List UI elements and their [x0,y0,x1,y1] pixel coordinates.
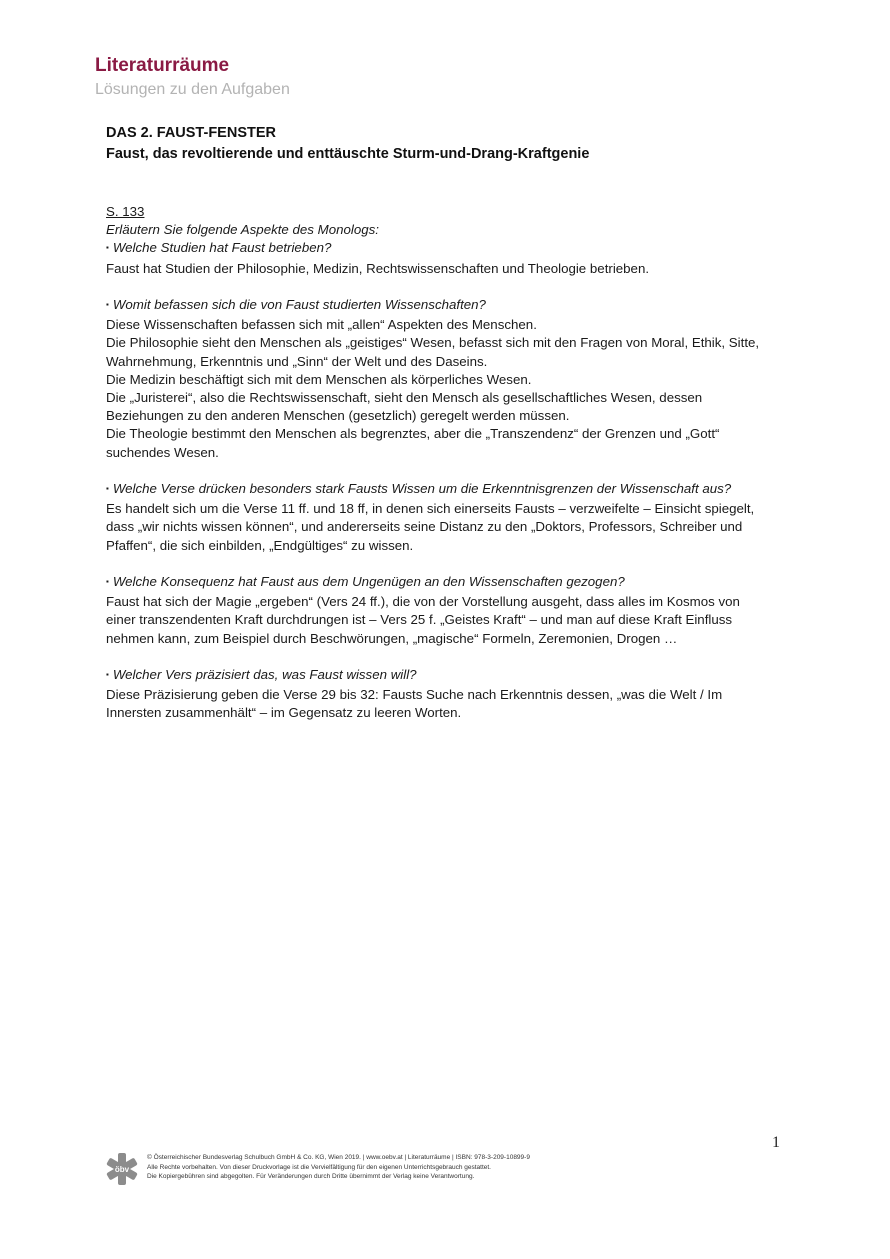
oebv-logo-icon [105,1152,139,1186]
brand-title: Literaturräume [95,55,230,76]
answer-line: Die Medizin beschäftigt sich mit dem Menschen als körperliches Wesen. [106,371,532,387]
answer-line: Faust hat Studien der Philosophie, Medizin, Rechtswissenschaften und Theologie betrieben. [106,260,650,276]
answer-line: Diese Wissenschaften befassen sich mit „allen“ Aspekten des Menschen. [106,317,537,333]
answer-line: Die „Juristerei“, also die Rechtswissenschaft, sieht den Mensch als gesellschaftliches Wesen, dessen [106,390,703,406]
document-body [106,203,796,723]
chapter-subtitle: Faust, das revoltierende und enttäuschte Sturm-und-Drang-Kraftgenie [106,146,590,162]
page-header [95,54,290,101]
answer-line: einer transzendenten Kraft durchdrungen ist – Vers 25 f. „Geistes Kraft“ – und man auf diese Kraft Einfluss [106,612,733,628]
bullet-icon: ▪ [106,577,109,587]
bullet-icon: ▪ [106,243,109,253]
footer-line: Die Kopiergebühren sind abgegolten. Für Veränderungen durch Dritte übernimmt der Verlag keine Verantwortung. [147,1173,475,1180]
section-spacer [106,462,796,480]
bullet-icon: ▪ [106,484,109,494]
answer-line: Diese Präzisierung geben die Verse 29 bis 32: Fausts Suche nach Erkenntnis dessen, „was die Welt / Im [106,687,723,703]
question-heading [106,239,796,259]
bullet-icon: ▪ [106,670,109,680]
question-heading [106,573,796,593]
answer-line: dass „wir nichts wissen können“, und andererseits seine Distanz zu den „Doktors, Professors, Schreiber und [106,519,743,535]
question-text: Welcher Vers präzisiert das, was Faust wissen will? [112,667,417,683]
question-text: Welche Konsequenz hat Faust aus dem Ungenügen an den Wissenschaften gezogen? [112,574,625,590]
answer-line: Pfaffen“, die sich einbilden, „Endgültiges“ zu wissen. [106,537,414,553]
task-instruction: Erläutern Sie folgende Aspekte des Monologs: [106,222,380,238]
copyright-notice [147,1152,530,1182]
answer-line: Innersten zusammenhält“ – im Gegensatz zu leeren Worten. [106,705,462,721]
answer-line: suchendes Wesen. [106,444,219,460]
logo-text: öbv [114,1165,130,1174]
qa-sections [106,239,796,722]
footer-line: © Österreichischer Bundesverlag Schulbuch GmbH & Co. KG, Wien 2019. | www.oebv.at | Literaturräume | ISBN: 978-3-209-10899-9 [147,1154,530,1161]
answer-line: Die Theologie bestimmt den Menschen als begrenztes, aber die „Transzendenz“ der Grenzen und „Gott“ [106,426,720,442]
answer-line: Es handelt sich um die Verse 11 ff. und 18 ff, in denen sich einerseits Fausts – verzweifelte – Einsicht spiegelt, [106,501,755,517]
question-text: Womit befassen sich die von Faust studierten Wissenschaften? [112,297,486,312]
question-text: Welche Studien hat Faust betrieben? [112,240,332,256]
page-reference: S. 133 [106,204,145,219]
footer-line: Alle Rechte vorbehalten. Von dieser Druckvorlage ist die Vervielfältigung für den eigenen Unterrichtsgebrauch gestattet. [147,1163,491,1171]
answer-line: nehmen kann, zum Beispiel durch Beschwörungen, „magische“ Formeln, Zeremonien, Drogen … [106,630,678,646]
question-text: Welche Verse drücken besonders stark Fausts Wissen um die Erkenntnisgrenzen der Wissenschaft aus? [112,481,732,497]
question-heading [106,296,796,316]
question-heading [106,480,796,500]
section-spacer [106,278,796,296]
page-number: 1 [772,1134,780,1151]
section-spacer [106,555,796,573]
document-titles [106,123,589,165]
chapter-title: DAS 2. FAUST-FENSTER [106,125,276,141]
page-footer [105,1152,530,1186]
brand-subtitle: Lösungen zu den Aufgaben [95,81,290,98]
answer-line: Beziehungen zu den anderen Menschen (gesetzlich) geregelt werden müssen. [106,408,570,424]
answer-line: Wahrnehmung, Erkenntnis und „Sinn“ der Welt und des Daseins. [106,353,488,369]
bullet-icon: ▪ [106,300,109,309]
section-spacer [106,648,796,666]
question-heading [106,666,796,686]
answer-line: Die Philosophie sieht den Menschen als „geistiges“ Wesen, befasst sich mit den Fragen von Moral, Ethik, Sitte, [106,335,760,351]
answer-line: Faust hat sich der Magie „ergeben“ (Vers 24 ff.), die von der Vorstellung ausgeht, dass alles im Kosmos von [106,594,740,610]
